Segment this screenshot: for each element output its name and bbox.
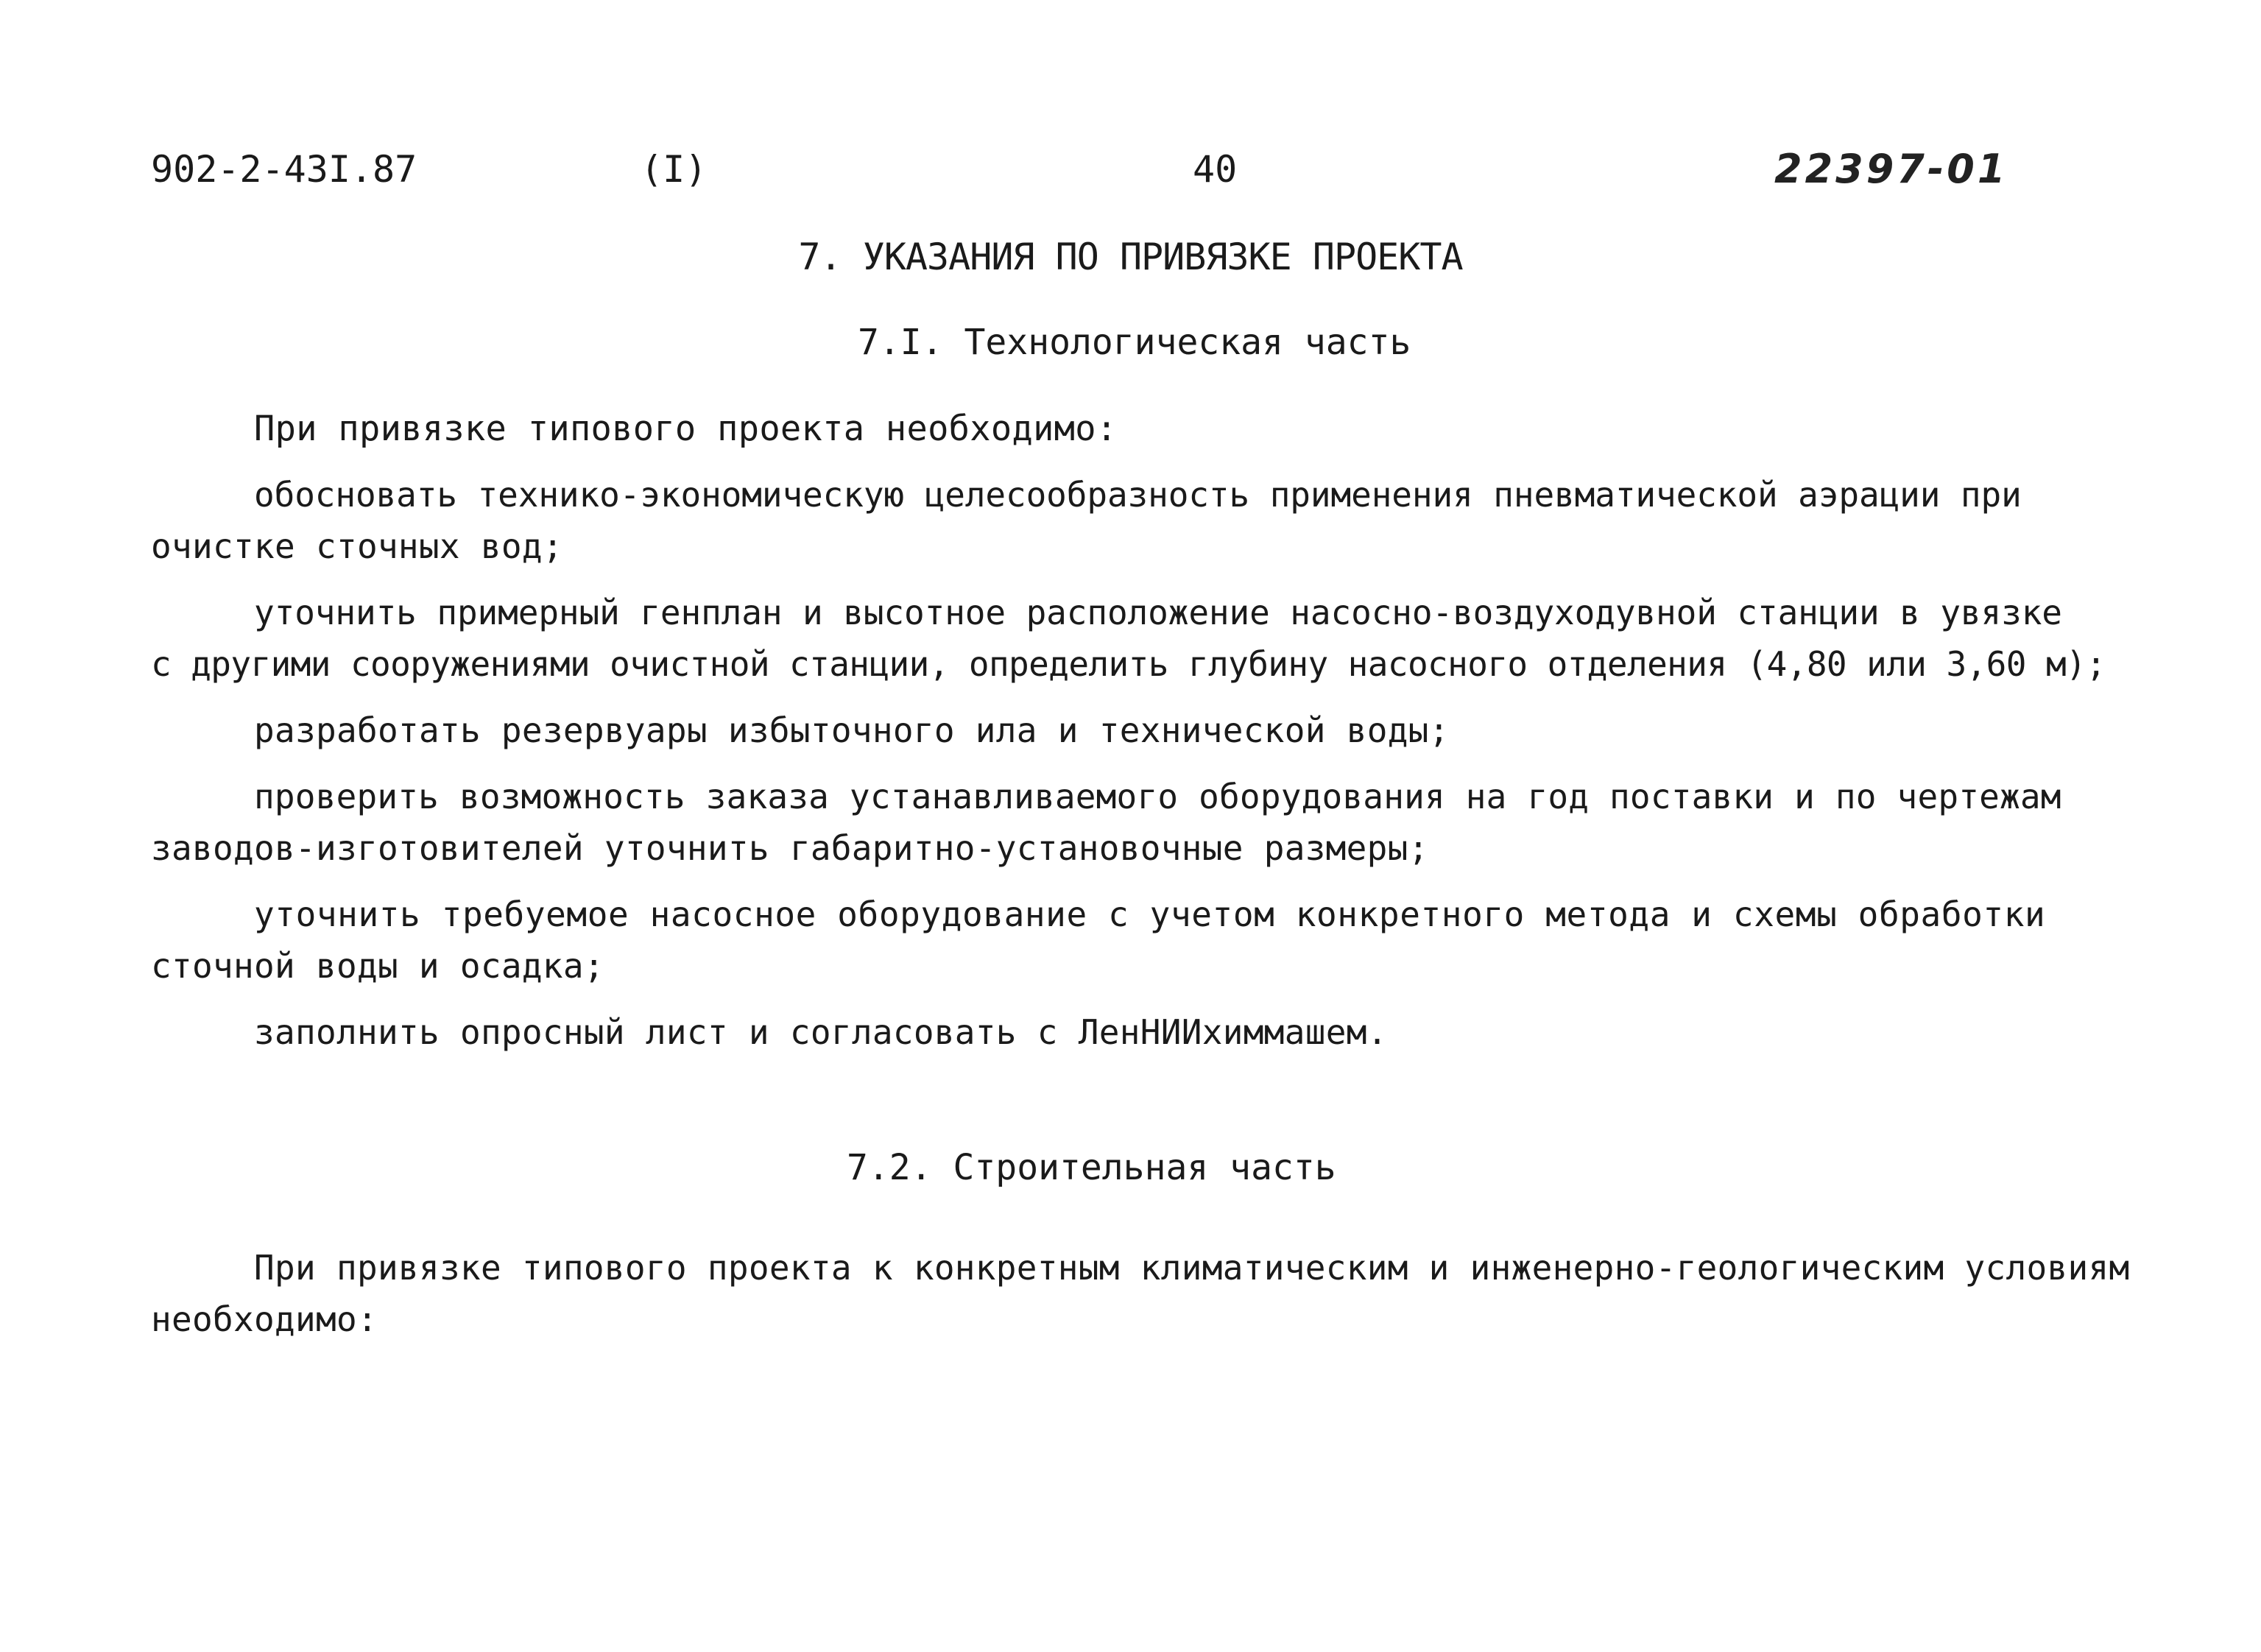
item-6: заполнить опросный лист и согласовать с ЛенНИИхиммашем. [254,1012,1388,1052]
subsection-heading-technological: 7.I. Технологическая часть [858,322,1411,363]
construction-intro-line-2: необходимо: [151,1299,378,1339]
page-number: 40 [1193,148,1238,191]
item-2-line-2: с другими сооружениями очистной станции, определить глубину насосного отделения (4,80 или 3,60 м); [151,644,2106,684]
item-2-line-1: уточнить примерный генплан и высотное расположение насосно-воздуходувной станции в увязке [254,593,2062,632]
paragraph-intro: При привязке типового проекта необходимо: [254,409,1118,449]
item-1-line-2: очистке сточных вод; [151,526,563,566]
item-1-line-1: обосновать технико-экономическую целесообразность применения пневматической аэрации при [254,475,2022,515]
item-5-line-2: сточной воды и осадка; [151,946,604,986]
construction-intro-line-1: При привязке типового проекта к конкретным климатическим и инженерно-геологическим условиям [254,1248,2130,1288]
item-3: разработать резервуары избыточного ила и технической воды; [254,710,1450,750]
document-part: (I) [641,148,708,191]
item-4-line-2: заводов-изготовителей уточнить габаритно-установочные размеры; [151,828,1429,868]
document-code: 902-2-43I.87 [151,148,417,191]
item-4-line-1: проверить возможность заказа устанавливаемого оборудования на год поставки и по чертежам [254,777,2061,816]
subsection-heading-construction: 7.2. Строительная часть [847,1147,1336,1188]
inventory-number: 22397-01 [1774,146,2008,192]
section-title: 7. УКАЗАНИЯ ПО ПРИВЯЗКЕ ПРОЕКТА [798,236,1463,278]
item-5-line-1: уточнить требуемое насосное оборудование с учетом конкретного метода и схемы обработки [254,894,2046,934]
